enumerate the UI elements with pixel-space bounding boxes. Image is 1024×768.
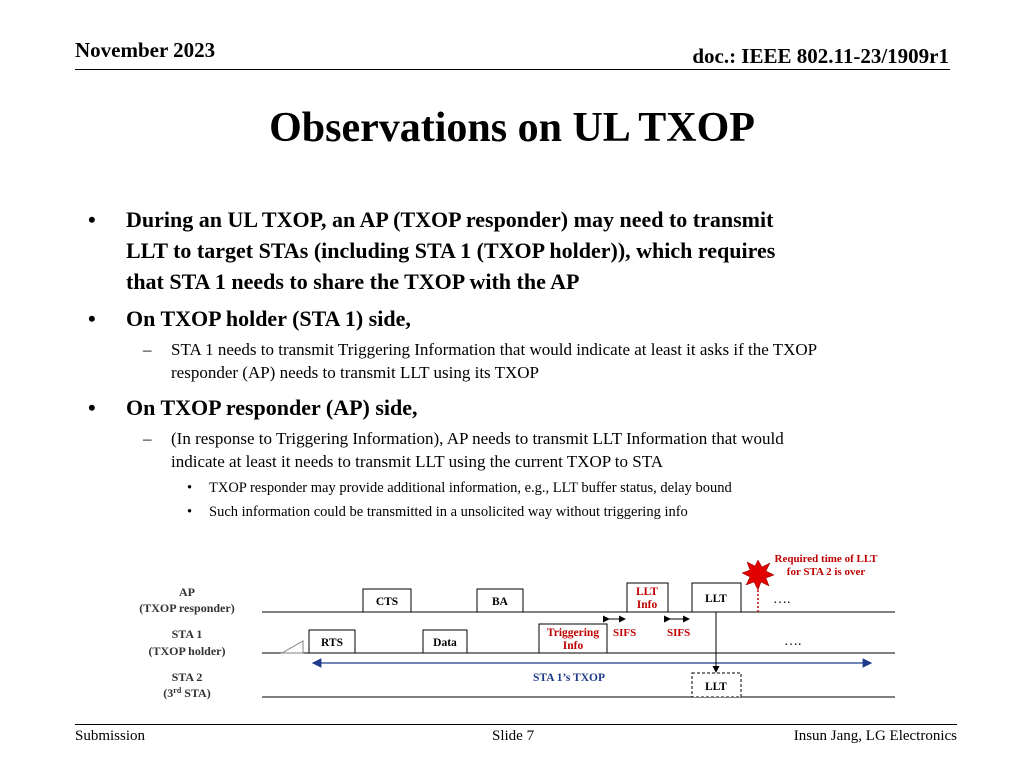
- row-label-sta2: STA 2: [171, 670, 203, 684]
- sta1-ramp-shape: [282, 641, 303, 653]
- sta2-llt-label: LLT: [705, 681, 727, 693]
- rts-label: RTS: [321, 637, 343, 649]
- sub-bullet-2-line-2: indicate at least it needs to transmit LLT using the current TXOP to STA: [171, 452, 664, 471]
- bullet-1-line-1: During an UL TXOP, an AP (TXOP responder) may need to transmit: [126, 207, 774, 232]
- row-label-sta2-role: [163, 686, 210, 700]
- header-date: November 2023: [75, 38, 216, 62]
- sub-bullet-1-line-1: STA 1 needs to transmit Triggering Information that would indicate at least it asks if the TXOP: [171, 340, 818, 359]
- dash-marker: –: [143, 429, 152, 448]
- sta1-continuation-dots: ….: [784, 634, 802, 649]
- footer-submission: Submission: [75, 728, 146, 744]
- data-label: Data: [433, 637, 457, 649]
- ap-llt-label: LLT: [705, 593, 727, 605]
- row-label-ap-role: (TXOP responder): [139, 601, 235, 615]
- bullet-2-line-1: On TXOP holder (STA 1) side,: [126, 306, 411, 331]
- sub-bullet-1-line-2: responder (AP) needs to transmit LLT using its TXOP: [171, 363, 539, 382]
- triggering-label-2: Info: [562, 640, 584, 652]
- llt-info-label-2: Info: [636, 599, 658, 611]
- bullet-1-line-2: LLT to target STAs (including STA 1 (TXOP holder)), which requires: [126, 238, 776, 263]
- bullet-3-line-1: On TXOP responder (AP) side,: [126, 395, 418, 420]
- slide-title: Observations on UL TXOP: [269, 105, 755, 151]
- footer-rule: [75, 724, 957, 725]
- ap-continuation-dots: ….: [773, 592, 791, 607]
- footer-author: Insun Jang, LG Electronics: [793, 728, 957, 744]
- row-label-ap: AP: [179, 585, 195, 599]
- triggering-info-frame: [539, 624, 607, 653]
- llt-info-frame: [627, 583, 668, 612]
- bullet-marker: •: [187, 504, 193, 520]
- ba-label: BA: [492, 596, 508, 608]
- ba-frame: [477, 589, 523, 612]
- cts-label: CTS: [375, 596, 399, 608]
- sifs-label-1: SIFS: [613, 627, 637, 639]
- data-frame: [423, 630, 467, 653]
- explosion-icon: [742, 560, 774, 590]
- sub-sub-bullet-2-line-1: Such information could be transmitted in a unsolicited way without triggering info: [209, 504, 688, 520]
- bullet-1-line-3: that STA 1 needs to share the TXOP with the AP: [126, 269, 580, 294]
- row-label-sta1-role: (TXOP holder): [148, 644, 226, 658]
- llt-info-label-1: LLT: [636, 586, 658, 598]
- rts-frame: [309, 630, 355, 653]
- dash-marker: –: [143, 340, 152, 359]
- txop-label: STA 1’s TXOP: [533, 672, 605, 684]
- sub-bullet-2-line-1: (In response to Triggering Information), AP needs to transmit LLT Information that would: [171, 429, 784, 448]
- sta2-role-suffix: STA): [181, 686, 211, 700]
- sta2-role-superscript: rd: [173, 686, 182, 695]
- bullet-marker: •: [88, 306, 96, 331]
- required-time-line-1: Required time of LLT: [774, 553, 878, 565]
- header-doc-id: doc.: IEEE 802.11-23/1909r1: [692, 44, 949, 68]
- bullet-marker: •: [88, 395, 96, 420]
- sub-sub-bullet-1-line-1: TXOP responder may provide additional information, e.g., LLT buffer status, delay bound: [209, 480, 732, 496]
- cts-frame: [363, 589, 411, 612]
- bullet-marker: •: [187, 480, 193, 496]
- sifs-label-2: SIFS: [667, 627, 691, 639]
- sta2-role-prefix: (3: [163, 686, 174, 700]
- required-time-line-2: for STA 2 is over: [786, 566, 866, 578]
- row-label-sta1: STA 1: [171, 627, 203, 641]
- triggering-label-1: Triggering: [546, 627, 600, 639]
- sta2-llt-frame: [692, 673, 741, 697]
- bullet-marker: •: [88, 207, 96, 232]
- ap-llt-frame: [692, 583, 741, 612]
- footer-slide-number: Slide 7: [492, 728, 535, 744]
